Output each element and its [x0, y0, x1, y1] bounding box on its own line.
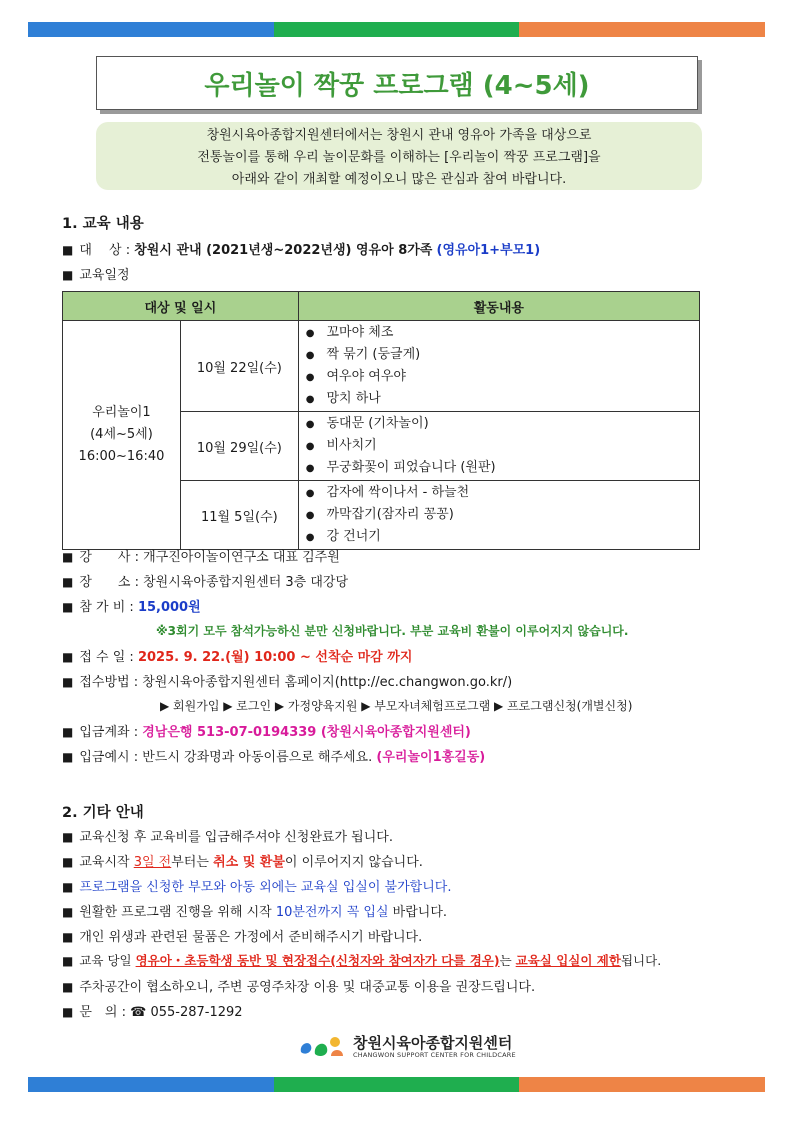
method-path: ▶ 회원가입 ▶ 로그인 ▶ 가정양육지원 ▶ 부모자녀체험프로그램 ▶ 프로그램신청(개별신청) [160, 699, 633, 713]
group-cell [63, 321, 181, 550]
list-item: ● 감자에 싹이나서 - 하늘천 [306, 482, 698, 504]
example-label: 입금예시 : [79, 750, 139, 765]
center-logo [297, 1034, 516, 1060]
notice-text: 부터는 [171, 855, 214, 870]
notice-text: 원활한 프로그램 진행을 위해 시작 [79, 905, 276, 920]
notice-2 [62, 851, 423, 870]
bullet-square: ■ [62, 243, 74, 257]
fee-value: 15,000원 [137, 600, 201, 615]
example-line [62, 746, 485, 765]
place-value: 창원시육아종합지원센터 3층 대강당 [143, 575, 349, 590]
title-box [96, 56, 698, 110]
list-item: ● 무궁화꽃이 피었습니다 (원판) [306, 457, 698, 479]
notice-text: 교육시작 [79, 855, 134, 870]
notice-6 [62, 951, 661, 969]
section2-heading: 2. 기타 안내 [62, 805, 144, 821]
place-label: 장 소 : [79, 575, 139, 590]
activity-cell [298, 412, 699, 481]
bottom-color-stripe [28, 1077, 765, 1092]
notice-highlight: 3일 전 [133, 855, 172, 870]
bullet-square: ■ [62, 855, 74, 869]
bullet-square: ■ [62, 980, 74, 994]
notice-highlight: 영유아・초등학생 동반 및 현장접수(신청자와 참여자가 다를 경우) [135, 953, 500, 968]
notice-highlight: 취소 및 환불 [213, 855, 285, 870]
fee-note-text: ※3회기 모두 참석가능하신 분만 신청바랍니다. 부분 교육비 환불이 이루어지지 않습니다. [156, 624, 629, 638]
notice-1 [62, 826, 393, 845]
deadline-value: 2025. 9. 22.(월) 10:00 ~ 선착순 마감 까지 [137, 650, 413, 665]
logo-icon [297, 1034, 347, 1060]
bullet-square: ■ [62, 1005, 74, 1019]
date-cell: 11월 5일(수) [180, 481, 298, 550]
intro-box [96, 122, 702, 190]
intro-line: 전통놀이를 통해 우리 놀이문화를 이해하는 [우리놀이 짝꿍 프로그램]을 [197, 150, 601, 165]
list-item: ● 여우야 여우야 [306, 366, 698, 388]
logo-name-ko: 창원시육아종합지원센터 [353, 1034, 513, 1052]
instructor-line [62, 546, 340, 565]
logo-name-en: CHANGWON SUPPORT CENTER FOR CHILDCARE [353, 1051, 516, 1059]
schedule-label-line [62, 264, 130, 283]
notice-text: 교육 당일 [79, 953, 136, 968]
list-item: ● 망치 하나 [306, 388, 698, 410]
contact-label: 문 의 : [79, 1005, 126, 1020]
schedule-table [62, 291, 700, 550]
method-label: 접수방법 : [79, 675, 139, 690]
notice-5 [62, 926, 422, 945]
top-color-stripe [28, 22, 765, 37]
notice-text: 프로그램을 신청한 부모와 아동 외에는 교육실 입실이 불가합니다. [79, 880, 452, 895]
bullet-square: ■ [62, 725, 74, 739]
method-line [62, 671, 512, 690]
bullet-square: ■ [62, 550, 74, 564]
deadline-label: 접 수 일 : [79, 650, 134, 665]
list-item: ● 강 건너기 [306, 526, 698, 548]
header-target-date: 대상 및 일시 [63, 292, 299, 321]
intro-line: 창원시육아종합지원센터에서는 창원시 관내 영유아 가족을 대상으로 [206, 128, 592, 143]
target-line [62, 239, 540, 258]
notice-7 [62, 976, 535, 995]
fee-label: 참 가 비 : [79, 600, 134, 615]
example-value: 반드시 강좌명과 아동이름으로 해주세요. [142, 750, 373, 765]
contact-phone: ☎ 055-287-1292 [130, 1005, 243, 1020]
page-title: 우리놀이 짝꿍 프로그램 (4~5세) [204, 70, 590, 101]
date-cell: 10월 22일(수) [180, 321, 298, 412]
instructor-label: 강 사 : [79, 550, 139, 565]
place-line [62, 571, 348, 590]
table-row [63, 321, 700, 412]
intro-line: 아래와 같이 개최할 예정이오니 많은 관심과 참여 바랍니다. [231, 172, 567, 187]
bullet-square: ■ [62, 905, 74, 919]
notice-text: 주차공간이 협소하오니, 주변 공영주차장 이용 및 대중교통 이용을 권장드립니다. [79, 980, 536, 995]
account-label: 입금계좌 : [79, 725, 139, 740]
fee-line [62, 596, 201, 615]
list-item: ● 비사치기 [306, 435, 698, 457]
notice-4 [62, 901, 447, 920]
account-line [62, 721, 471, 740]
notice-text: 교육신청 후 교육비를 입금해주셔야 신청완료가 됩니다. [79, 830, 393, 845]
bullet-square: ■ [62, 650, 74, 664]
example-note: (우리놀이1홍길동) [376, 750, 486, 765]
group-name: 우리놀이1 [92, 405, 151, 420]
notice-highlight: 교육실 입실이 제한 [515, 953, 621, 968]
group-age: (4세~5세) [90, 427, 153, 442]
table-header-row [63, 292, 700, 321]
bullet-square: ■ [62, 575, 74, 589]
bullet-square: ■ [62, 600, 74, 614]
notice-highlight: 10분전까지 꼭 입실 [275, 905, 389, 920]
bullet-square: ■ [62, 675, 74, 689]
target-label: 대 상 : [79, 243, 131, 258]
instructor-value: 개구진아이놀이연구소 대표 김주원 [143, 550, 340, 565]
notice-3 [62, 876, 451, 895]
date-cell: 10월 29일(수) [180, 412, 298, 481]
header-activity: 활동내용 [298, 292, 699, 321]
activity-cell [298, 321, 699, 412]
schedule-label: 교육일정 [79, 268, 130, 283]
bullet-square: ■ [62, 954, 74, 968]
bullet-square: ■ [62, 880, 74, 894]
notice-8 [62, 1001, 243, 1020]
fee-note [156, 622, 628, 639]
target-value: 창원시 관내 (2021년생~2022년생) 영유아 8가족 [134, 243, 433, 258]
notice-text: 개인 위생과 관련된 물품은 가정에서 준비해주시기 바랍니다. [79, 930, 423, 945]
list-item: ● 꼬마야 체조 [306, 322, 698, 344]
deadline-line [62, 646, 412, 665]
account-value: 경남은행 513-07-0194339 (창원시육아종합지원센터) [142, 725, 471, 740]
homepage-link[interactable]: 창원시육아종합지원센터 홈페이지(http://ec.changwon.go.kr/) [142, 675, 513, 690]
notice-text: 이 이루어지지 않습니다. [284, 855, 423, 870]
list-item: ● 짝 묶기 (둥글게) [306, 344, 698, 366]
target-note: (영유아1+부모1) [436, 243, 541, 258]
bullet-square: ■ [62, 268, 74, 282]
notice-text: 는 [499, 953, 516, 968]
bullet-square: ■ [62, 830, 74, 844]
notice-text: 됩니다. [620, 953, 662, 968]
notice-text: 바랍니다. [388, 905, 448, 920]
section1-heading: 1. 교육 내용 [62, 216, 144, 232]
activity-cell [298, 481, 699, 550]
bullet-square: ■ [62, 930, 74, 944]
list-item: ● 동대문 (기차놀이) [306, 413, 698, 435]
bullet-square: ■ [62, 750, 74, 764]
list-item: ● 까막잡기(잠자리 꽁꽁) [306, 504, 698, 526]
group-time: 16:00~16:40 [78, 449, 165, 464]
